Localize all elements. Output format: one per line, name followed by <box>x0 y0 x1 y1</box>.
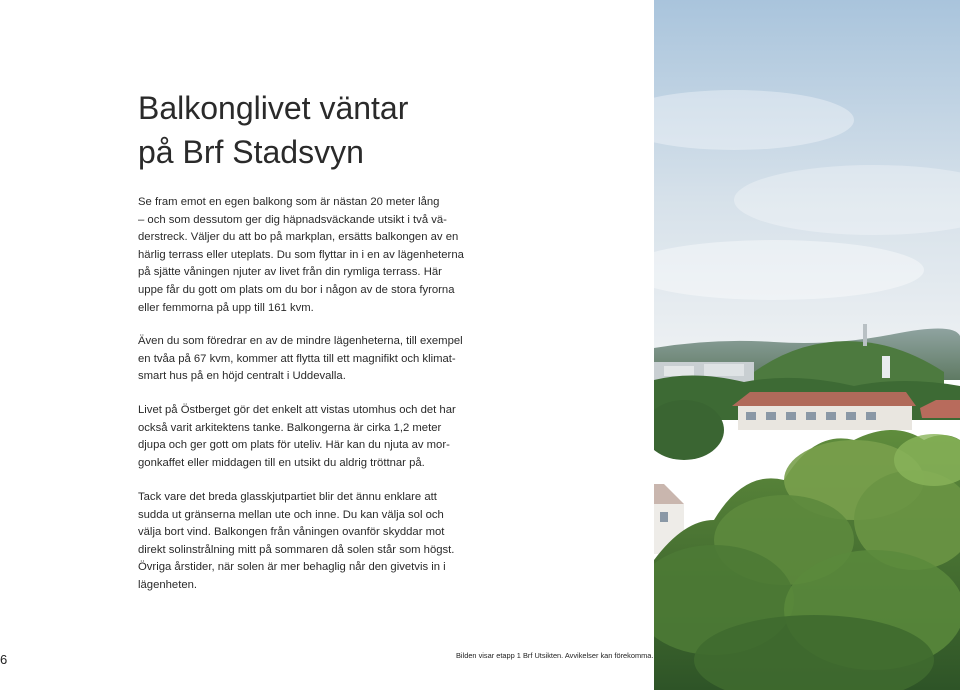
page-title <box>138 86 408 174</box>
text-line: Livet på Östberget gör det enkelt att vistas utomhus och det har <box>138 404 456 416</box>
text-line: välja bort vind. Balkongen från våningen ovanför skyddar mot <box>138 526 445 539</box>
text-line: lägenheten. <box>138 578 198 591</box>
text-line: uppe får du gott om plats om du bor i någon av de stora fyrorna <box>138 283 455 296</box>
text-line: – och som dessutom ger dig häpnadsväckande utsikt i två vä- <box>138 213 447 226</box>
text-line: på sjätte våningen njuter av livet från din rymliga terrass. Här <box>138 266 442 279</box>
text-line: Se fram emot en egen balkong som är nästan 20 meter lång <box>138 196 440 208</box>
text-line: direkt solinstrålning mitt på sommaren då solen står som högst. <box>138 543 455 556</box>
text-line: Även du som föredrar en av de mindre lägenheterna, till exempel <box>138 335 463 347</box>
chimney <box>863 324 867 346</box>
text-line: eller femmorna på upp till 161 kvm. <box>138 301 314 314</box>
body-paragraph-3 <box>138 402 456 472</box>
house-facade <box>738 406 912 430</box>
body-paragraph-2 <box>138 333 463 386</box>
house-roof <box>732 392 916 406</box>
text-line: sudda ut gränserna mellan ute och inne. Du kan välja sol och <box>138 508 444 521</box>
body-paragraph-1 <box>138 194 464 317</box>
text-line: Tack vare det breda glasskjutpartiet blir det ännu enklare att <box>138 491 437 503</box>
page-number: 6 <box>0 652 8 667</box>
text-line: gonkaffet eller middagen till en utsikt du aldrig tröttnar på. <box>138 456 425 469</box>
body-paragraph-4 <box>138 489 454 595</box>
title-line-2: på Brf Stadsvyn <box>138 134 364 170</box>
text-line: härlig terrass eller uteplats. Du som flyttar in i en av lägenheterna <box>138 248 464 261</box>
text-line: en tvåa på 67 kvm, kommer att flytta till ett magnifikt och klimat- <box>138 352 456 365</box>
text-line: smart hus på en höjd centralt i Uddevalla. <box>138 370 346 383</box>
text-line: derstreck. Väljer du att bo på markplan, ersätts balkongen av en <box>138 231 459 244</box>
photo-caption: Bilden visar etapp 1 Brf Utsikten. Avvikelser kan förekomma. <box>456 651 654 660</box>
landscape-photo-illustration <box>654 0 960 690</box>
text-line: också varit arkitektens tanke. Balkongerna är cirka 1,2 meter <box>138 421 442 434</box>
landscape-photo <box>654 0 960 690</box>
text-line: Övriga årstider, när solen är mer behaglig når den givetvis in i <box>138 561 446 574</box>
title-line-1: Balkonglivet väntar <box>138 90 409 126</box>
text-line: djupa och ger gott om plats för uteliv. Här kan du njuta av mor- <box>138 439 450 452</box>
